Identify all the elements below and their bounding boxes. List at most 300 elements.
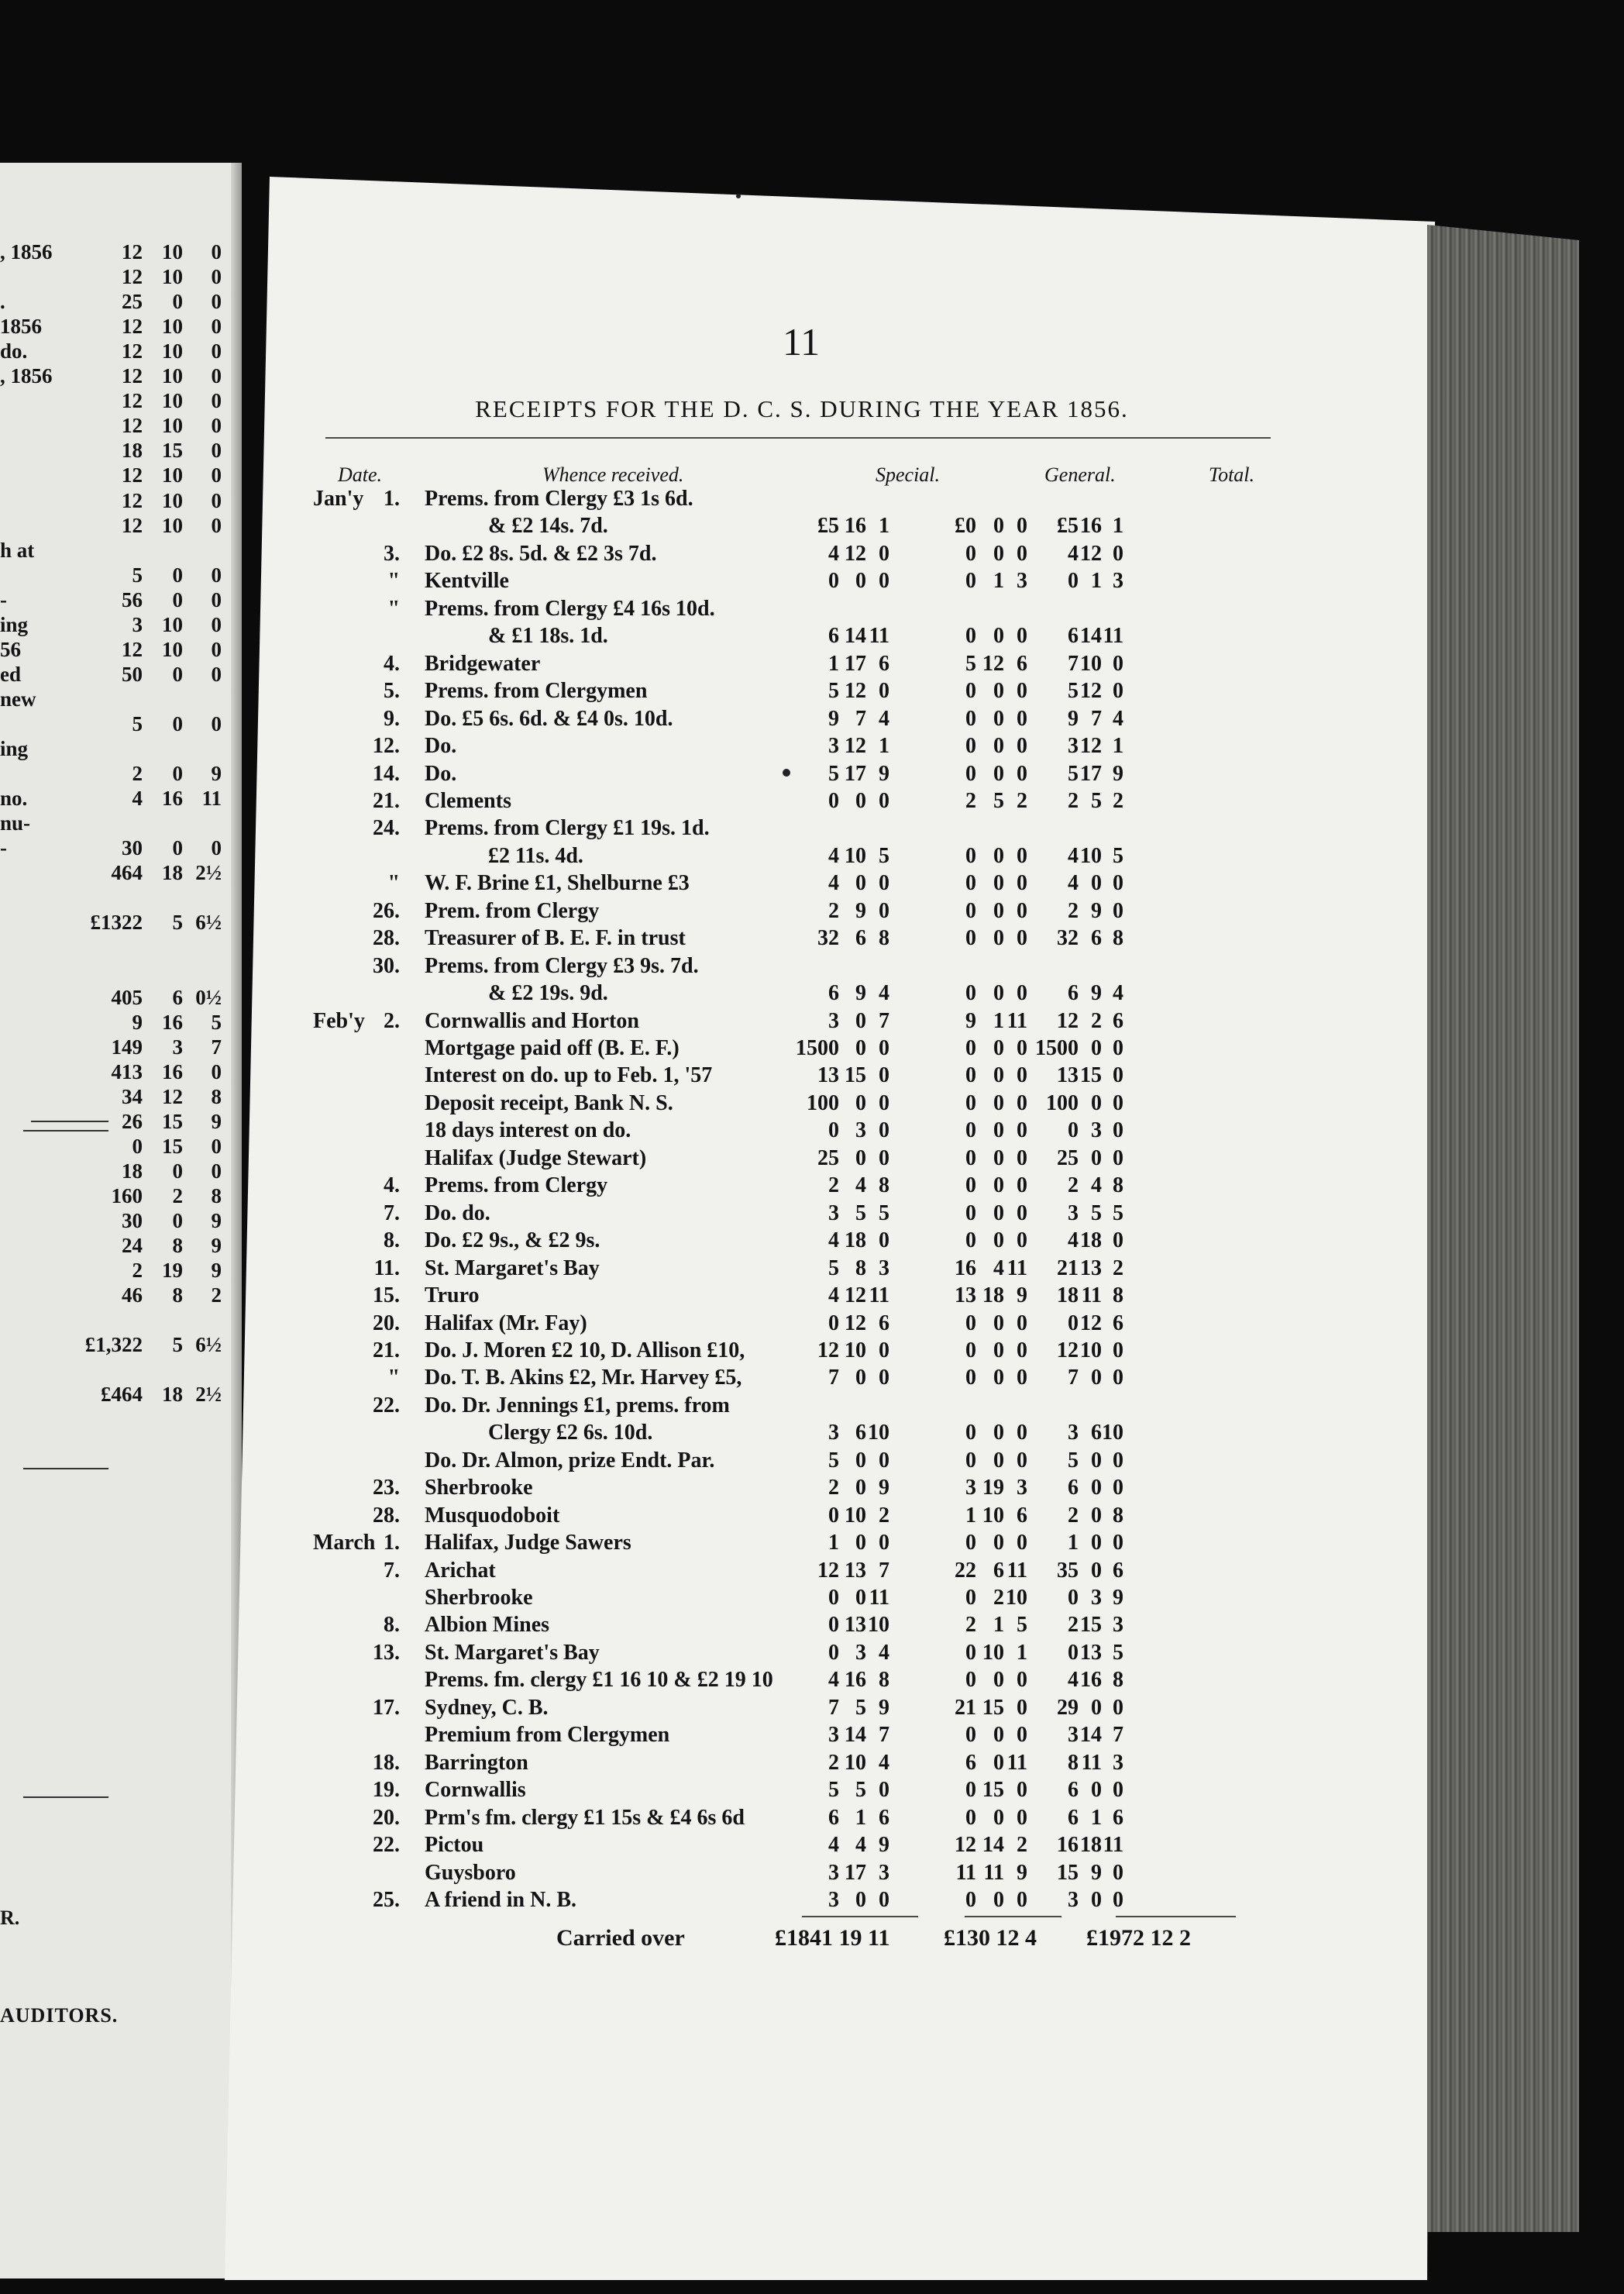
- receipt-day: 2.: [384, 1008, 400, 1033]
- general-pence: 0: [1017, 898, 1027, 923]
- receipt-day: 8.: [384, 1613, 400, 1638]
- general-shillings: 0: [993, 761, 1004, 786]
- general-shillings: 0: [993, 1531, 1004, 1555]
- title-rule: [325, 437, 1271, 439]
- previous-page-row: [0, 414, 232, 439]
- general-shillings: 0: [993, 541, 1004, 566]
- column-header-whence: Whence received.: [542, 463, 684, 486]
- general-pence: 1: [1017, 1640, 1027, 1665]
- previous-page-amount: 10: [162, 513, 183, 537]
- receipt-day: ": [387, 871, 400, 896]
- general-pounds: 0: [965, 734, 976, 759]
- receipt-row: [0, 981, 1317, 1009]
- receipt-day: 5.: [384, 679, 400, 704]
- receipt-day: 9.: [384, 706, 400, 731]
- previous-page-amount: 0: [211, 315, 222, 339]
- special-pounds: 0: [828, 1118, 839, 1143]
- general-shillings: 0: [993, 898, 1004, 923]
- general-pounds: 0: [965, 624, 976, 649]
- total-pounds: 6: [1068, 1805, 1079, 1830]
- previous-page-amount: 24: [122, 1234, 143, 1257]
- receipt-source: Prems. fm. clergy £1 16 10 & £2 19 10: [425, 1668, 773, 1693]
- previous-page-amount: 6½: [195, 1333, 222, 1357]
- receipt-source: Prems. from Clergy £3 1s 6d.: [425, 487, 693, 511]
- special-shillings: 0: [855, 1531, 866, 1555]
- receipt-month: Jan'y: [313, 487, 364, 511]
- general-shillings: 0: [993, 1887, 1004, 1912]
- special-pence: 6: [879, 1311, 889, 1335]
- special-shillings: 0: [855, 1036, 866, 1060]
- receipt-day: 8.: [384, 1228, 400, 1253]
- previous-page-amount: 2: [132, 762, 143, 786]
- special-pounds: £5: [817, 514, 839, 539]
- total-shillings: 0: [1091, 871, 1102, 896]
- special-pence: 0: [879, 1228, 889, 1253]
- total-shillings: 13: [1080, 1256, 1102, 1280]
- previous-page-amount: 9: [211, 1234, 222, 1257]
- special-pence: 11: [869, 1586, 889, 1610]
- general-pence: 0: [1017, 926, 1027, 951]
- previous-page-amount: 15: [162, 1134, 183, 1158]
- receipt-source: 18 days interest on do.: [425, 1118, 631, 1143]
- special-pence: 0: [879, 569, 889, 594]
- receipt-source: & £2 19s. 9d.: [488, 981, 608, 1006]
- special-shillings: 0: [855, 1145, 866, 1170]
- general-pence: 0: [1017, 761, 1027, 786]
- special-pounds: 4: [828, 1833, 839, 1858]
- general-pounds: 0: [965, 1338, 976, 1362]
- total-shillings: 12: [1080, 1311, 1102, 1335]
- special-shillings: 17: [845, 1860, 866, 1885]
- general-pounds: 0: [965, 1063, 976, 1088]
- total-pounds: 4: [1068, 541, 1079, 566]
- receipt-source: Do. T. B. Akins £2, Mr. Harvey £5,: [425, 1366, 742, 1390]
- receipt-source: Do. do.: [425, 1200, 490, 1225]
- receipt-day: 1.: [384, 1531, 400, 1555]
- total-pence: 1: [1113, 514, 1123, 539]
- general-pence: 9: [1017, 1860, 1027, 1885]
- total-shillings: 0: [1091, 1476, 1102, 1500]
- special-pence: 0: [879, 1145, 889, 1170]
- receipt-source: Pictou: [425, 1833, 484, 1858]
- total-pence: 9: [1113, 761, 1123, 786]
- special-shillings: 0: [855, 1887, 866, 1912]
- special-shillings: 5: [855, 1695, 866, 1720]
- receipt-row: [0, 707, 1317, 735]
- special-shillings: 6: [855, 926, 866, 951]
- total-shillings: 18: [1080, 1228, 1102, 1253]
- special-pence: 7: [879, 1723, 889, 1748]
- total-shillings: 0: [1091, 1503, 1102, 1528]
- special-shillings: 17: [845, 761, 866, 786]
- receipt-day: ": [387, 596, 400, 621]
- receipt-day: 11.: [373, 1256, 400, 1280]
- receipt-row: [0, 899, 1317, 927]
- total-pounds: 12: [1057, 1338, 1079, 1362]
- general-pounds: 0: [965, 981, 976, 1006]
- general-pence: 0: [1017, 1173, 1027, 1198]
- general-shillings: 1: [993, 1613, 1004, 1638]
- previous-page-row: [0, 315, 232, 339]
- previous-page-amount: 0: [211, 637, 222, 661]
- receipt-row: [0, 1173, 1317, 1201]
- general-shillings: 0: [993, 1145, 1004, 1170]
- general-pence: 11: [1006, 1256, 1027, 1280]
- previous-page-amount: 0: [172, 1159, 183, 1183]
- previous-page-amount: 0: [211, 463, 222, 487]
- general-shillings: 11: [983, 1860, 1004, 1885]
- special-pence: 4: [879, 1750, 889, 1775]
- general-pounds: 22: [955, 1558, 976, 1583]
- previous-page-row: [0, 265, 232, 290]
- total-shillings: 11: [1081, 1283, 1102, 1308]
- receipt-source: Premium from Clergymen: [425, 1723, 670, 1748]
- carried-over-total: £1972 12 2: [1086, 1925, 1191, 1951]
- receipt-day: 14.: [373, 761, 400, 786]
- previous-page-amount: 0: [211, 439, 222, 463]
- receipt-source: A friend in N. B.: [425, 1887, 577, 1912]
- receipt-day: 12.: [373, 734, 400, 759]
- general-pence: 11: [1006, 1750, 1027, 1775]
- total-pence: 3: [1113, 569, 1123, 594]
- special-pounds: 3: [828, 1887, 839, 1912]
- special-pence: 0: [879, 871, 889, 896]
- receipt-source: Prems. from Clergy: [425, 1173, 608, 1198]
- previous-page-amount: 56: [122, 587, 143, 611]
- receipt-row: [0, 1448, 1317, 1476]
- total-pounds: £5: [1057, 514, 1079, 539]
- total-pence: 11: [1103, 1833, 1123, 1858]
- special-pence: 0: [879, 1887, 889, 1912]
- previous-page-amount: 0: [211, 1059, 222, 1083]
- total-pence: 0: [1113, 871, 1123, 896]
- general-shillings: 1: [993, 1008, 1004, 1033]
- total-shillings: 10: [1080, 843, 1102, 868]
- previous-page-amount: 12: [122, 414, 143, 438]
- total-sum-rule: [1116, 1916, 1236, 1917]
- general-pounds: 0: [965, 1531, 976, 1555]
- previous-page-row: [0, 439, 232, 463]
- general-shillings: 0: [993, 1421, 1004, 1445]
- total-pence: 6: [1113, 1311, 1123, 1335]
- special-pounds: 4: [828, 1283, 839, 1308]
- total-shillings: 13: [1080, 1640, 1102, 1665]
- general-shillings: 0: [993, 679, 1004, 704]
- previous-page-amount: 0: [172, 711, 183, 735]
- special-shillings: 14: [845, 1723, 866, 1748]
- general-pounds: 0: [965, 679, 976, 704]
- general-sum-rule: [965, 1916, 1061, 1917]
- previous-page-amount: 12: [122, 265, 143, 289]
- general-pence: 0: [1017, 981, 1027, 1006]
- general-pounds: 0: [965, 1586, 976, 1610]
- total-pounds: 2: [1068, 1173, 1079, 1198]
- total-shillings: 11: [1081, 1750, 1102, 1775]
- general-shillings: 0: [993, 871, 1004, 896]
- special-pounds: 2: [828, 1750, 839, 1775]
- total-shillings: 14: [1080, 1723, 1102, 1748]
- carried-over-label: Carried over: [556, 1925, 685, 1951]
- receipt-row: [0, 624, 1317, 652]
- previous-page-amount: 0: [211, 240, 222, 264]
- previous-page-amount: 5: [132, 563, 143, 587]
- general-pounds: 0: [965, 1448, 976, 1472]
- receipt-source: Sherbrooke: [425, 1476, 533, 1500]
- receipt-row: [0, 762, 1317, 790]
- previous-page-amount: 0: [211, 364, 222, 388]
- receipt-row: [0, 1118, 1317, 1146]
- receipt-source: Do. Dr. Almon, prize Endt. Par.: [425, 1448, 715, 1472]
- general-pence: 0: [1017, 1723, 1027, 1748]
- special-pence: 0: [879, 1366, 889, 1390]
- total-pence: 0: [1113, 1036, 1123, 1060]
- previous-page-amount: 0: [211, 563, 222, 587]
- total-pence: 0: [1113, 1887, 1123, 1912]
- special-pence: 0: [879, 788, 889, 813]
- total-pounds: 13: [1057, 1063, 1079, 1088]
- special-pounds: 4: [828, 1668, 839, 1693]
- previous-page-amount: 46: [122, 1283, 143, 1307]
- total-pounds: 5: [1068, 1448, 1079, 1472]
- previous-page-amount: 0: [211, 612, 222, 636]
- total-pence: 0: [1113, 1338, 1123, 1362]
- general-pounds: 0: [965, 1228, 976, 1253]
- total-pence: 4: [1113, 706, 1123, 731]
- previous-page-amount: 5: [211, 1010, 222, 1034]
- total-pence: 5: [1113, 843, 1123, 868]
- total-shillings: 5: [1091, 1200, 1102, 1225]
- previous-page-amount: 12: [122, 315, 143, 339]
- special-shillings: 5: [855, 1778, 866, 1803]
- special-shillings: 0: [855, 1448, 866, 1472]
- receipt-row: [0, 954, 1317, 982]
- general-shillings: 0: [993, 1338, 1004, 1362]
- total-shillings: 10: [1080, 1338, 1102, 1362]
- receipt-day: 24.: [373, 816, 400, 841]
- total-pence: 0: [1113, 1090, 1123, 1115]
- total-pence: 0: [1113, 679, 1123, 704]
- special-pounds: 25: [817, 1145, 839, 1170]
- receipt-day: 13.: [373, 1640, 400, 1665]
- previous-page-amount: 10: [162, 339, 183, 363]
- previous-page-amount: 16: [162, 787, 183, 811]
- receipt-row: [0, 1531, 1317, 1559]
- special-shillings: 0: [855, 871, 866, 896]
- general-shillings: 2: [993, 1586, 1004, 1610]
- total-shillings: 0: [1091, 1448, 1102, 1472]
- total-pounds: 9: [1068, 706, 1079, 731]
- special-pence: 11: [869, 1283, 889, 1308]
- receipt-day: 17.: [373, 1695, 400, 1720]
- total-shillings: 16: [1080, 1668, 1102, 1693]
- previous-page-row: [0, 364, 232, 389]
- special-shillings: 7: [855, 706, 866, 731]
- total-shillings: 9: [1091, 898, 1102, 923]
- receipt-source: Clements: [425, 788, 511, 813]
- special-pence: 10: [868, 1421, 889, 1445]
- total-shillings: 18: [1080, 1833, 1102, 1858]
- previous-page-amount: 10: [162, 637, 183, 661]
- general-shillings: 0: [993, 706, 1004, 731]
- special-shillings: 0: [855, 569, 866, 594]
- total-pence: 0: [1113, 1860, 1123, 1885]
- total-pounds: 7: [1068, 651, 1079, 676]
- total-pounds: 6: [1068, 981, 1079, 1006]
- special-pence: 0: [879, 1036, 889, 1060]
- general-pounds: 0: [965, 1118, 976, 1143]
- previous-page-amount: 18: [122, 439, 143, 463]
- receipt-row: [0, 1146, 1317, 1174]
- total-shillings: 16: [1080, 514, 1102, 539]
- receipt-day: 23.: [373, 1476, 400, 1500]
- total-shillings: 0: [1091, 1695, 1102, 1720]
- total-pounds: 3: [1068, 1421, 1079, 1445]
- receipt-source: Halifax (Judge Stewart): [425, 1145, 647, 1170]
- general-pence: 0: [1017, 679, 1027, 704]
- special-pounds: 2: [828, 1173, 839, 1198]
- receipt-row: [0, 1009, 1317, 1037]
- general-pence: 11: [1006, 1558, 1027, 1583]
- page-number: 11: [783, 320, 821, 363]
- receipt-row: [0, 1338, 1317, 1366]
- receipt-row: [0, 816, 1317, 844]
- receipt-row: [0, 1806, 1317, 1834]
- previous-page-amount: 4: [132, 787, 143, 811]
- total-pence: 11: [1103, 624, 1123, 649]
- receipt-row: [0, 1613, 1317, 1641]
- total-pounds: 4: [1068, 843, 1079, 868]
- general-pence: 0: [1017, 1448, 1027, 1472]
- special-shillings: 17: [845, 651, 866, 676]
- previous-page-amount: £1,322: [84, 1333, 143, 1357]
- general-pounds: 0: [965, 706, 976, 731]
- receipt-row: [0, 1201, 1317, 1229]
- general-pence: 0: [1017, 1531, 1027, 1555]
- total-pence: 8: [1113, 1173, 1123, 1198]
- previous-page-amount: 0: [172, 290, 183, 314]
- special-sum-rule: [802, 1916, 918, 1917]
- total-pounds: 7: [1068, 1366, 1079, 1390]
- total-pounds: 3: [1068, 1723, 1079, 1748]
- total-shillings: 14: [1080, 624, 1102, 649]
- previous-page-amount: 0: [211, 389, 222, 413]
- previous-page-amount: 9: [132, 1010, 143, 1034]
- total-shillings: 3: [1091, 1118, 1102, 1143]
- general-pounds: 0: [965, 871, 976, 896]
- receipt-month: March: [313, 1531, 376, 1555]
- special-pounds: 4: [828, 1228, 839, 1253]
- previous-page-text: ed: [0, 662, 21, 686]
- previous-page-amount: 3: [132, 612, 143, 636]
- previous-page-amount: 18: [162, 1383, 183, 1407]
- receipt-day: 28.: [373, 1503, 400, 1528]
- total-pence: 5: [1113, 1640, 1123, 1665]
- special-shillings: 15: [845, 1063, 866, 1088]
- total-shillings: 17: [1080, 761, 1102, 786]
- receipt-day: 28.: [373, 926, 400, 951]
- previous-page-amount: 18: [162, 861, 183, 885]
- total-pounds: 0: [1068, 1640, 1079, 1665]
- receipt-row: [0, 844, 1317, 872]
- receipt-row: [0, 871, 1317, 899]
- general-pence: 11: [1006, 1008, 1027, 1033]
- receipt-source: Albion Mines: [425, 1613, 550, 1638]
- receipt-day: ": [387, 1366, 400, 1390]
- special-pence: 0: [879, 1448, 889, 1472]
- total-shillings: 0: [1091, 1366, 1102, 1390]
- previous-page-amount: 2½: [195, 1383, 222, 1407]
- total-pounds: 8: [1068, 1750, 1079, 1775]
- general-shillings: 15: [982, 1778, 1004, 1803]
- receipt-source: Bridgewater: [425, 651, 541, 676]
- special-shillings: 4: [855, 1833, 866, 1858]
- previous-page-amount: 16: [162, 1010, 183, 1034]
- receipt-row: [0, 789, 1317, 817]
- previous-page-amount: 2½: [195, 861, 222, 885]
- previous-page-amount: 30: [122, 1208, 143, 1232]
- receipt-source: Sherbrooke: [425, 1586, 533, 1610]
- total-pence: 10: [1102, 1421, 1123, 1445]
- column-header-total: Total.: [1209, 463, 1255, 486]
- special-pounds: 0: [828, 1503, 839, 1528]
- receipt-day: 26.: [373, 898, 400, 923]
- special-pounds: 0: [828, 1613, 839, 1638]
- general-shillings: 0: [993, 981, 1004, 1006]
- total-shillings: 6: [1091, 926, 1102, 951]
- previous-page-amount: £464: [101, 1383, 143, 1407]
- general-shillings: 18: [982, 1283, 1004, 1308]
- receipt-source: Halifax, Judge Sawers: [425, 1531, 631, 1555]
- previous-page-amount: 9: [211, 1208, 222, 1232]
- special-pounds: 0: [828, 1586, 839, 1610]
- general-pence: 3: [1017, 1476, 1027, 1500]
- receipt-day: 21.: [373, 1338, 400, 1362]
- previous-page-amount: 8: [211, 1183, 222, 1207]
- receipt-row: [0, 1778, 1317, 1806]
- previous-page-amount: 0: [211, 662, 222, 686]
- receipt-day: 7.: [384, 1558, 400, 1583]
- general-pounds: 0: [965, 1887, 976, 1912]
- total-shillings: 4: [1091, 1173, 1102, 1198]
- receipt-row: [0, 1668, 1317, 1696]
- general-shillings: 0: [993, 1090, 1004, 1115]
- general-pence: 0: [1017, 541, 1027, 566]
- general-pounds: 0: [965, 1145, 976, 1170]
- general-pence: 0: [1017, 871, 1027, 896]
- previous-page-text: new: [0, 687, 36, 711]
- previous-page-text: -: [0, 836, 7, 860]
- total-pence: 0: [1113, 898, 1123, 923]
- general-shillings: 0: [993, 514, 1004, 539]
- special-pounds: 0: [828, 1311, 839, 1335]
- general-shillings: 0: [993, 1063, 1004, 1088]
- special-pounds: 6: [828, 1805, 839, 1830]
- receipt-month: Feb'y: [313, 1008, 365, 1033]
- special-pounds: 1: [828, 651, 839, 676]
- total-shillings: 9: [1091, 1860, 1102, 1885]
- total-shillings: 6: [1091, 1421, 1102, 1445]
- receipt-row: [0, 1641, 1317, 1669]
- special-shillings: 12: [845, 541, 866, 566]
- general-pence: 2: [1017, 788, 1027, 813]
- general-pounds: 0: [965, 1668, 976, 1693]
- receipt-source: £2 11s. 4d.: [488, 843, 583, 868]
- previous-page-amount: 0: [172, 587, 183, 611]
- receipt-source: Arichat: [425, 1558, 496, 1583]
- special-shillings: 13: [845, 1558, 866, 1583]
- previous-page-text: do.: [0, 339, 28, 363]
- receipt-day: 22.: [373, 1393, 400, 1417]
